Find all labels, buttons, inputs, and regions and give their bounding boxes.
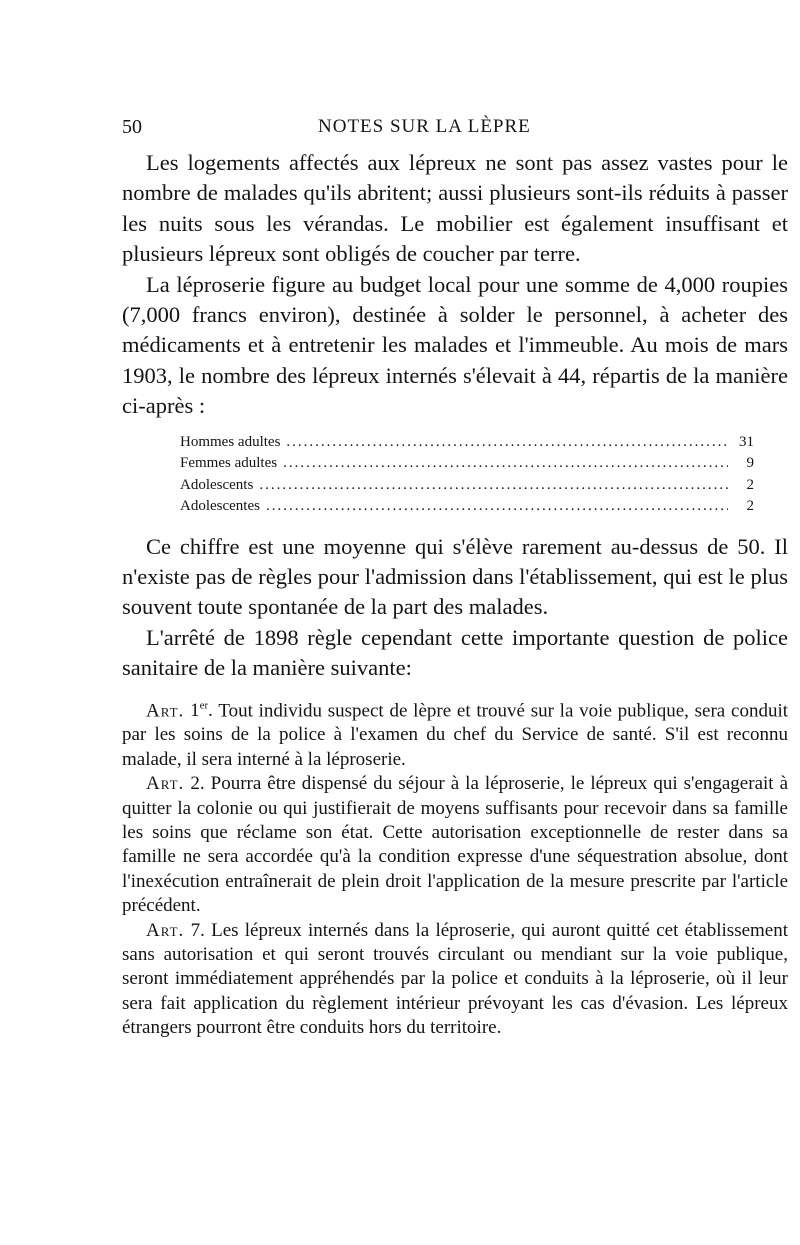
article-text: Les lépreux internés dans la léproserie, qui auront quitté cet établissement sans autorisation et qui seront trouvés circulant ou mendiant sur la voie publique, seront immédiatement appréhendés par la police et conduits à la léproserie, où il leur sera fait application du règlement intérieur prévoyant les cas d'évasion. Les lépreux étrangers pourront être conduits hors du territoire. — [122, 919, 789, 1039]
article-number-value: 2 — [190, 773, 200, 795]
list-item-label: Hommes adultes — [180, 433, 281, 450]
article-text: Tout individu suspect de lèpre et trouvé sur la voie publique, sera conduit par les soins de la police à l'examen du chef du Service de santé. S'il est reconnu malade, il sera interné à la léproserie. — [122, 700, 789, 770]
paragraph: Les logements affectés aux lépreux ne sont pas assez vastes pour le nombre de malades qu'ils abritent; aussi plusieurs sont-ils réduits à passer les nuits sous les vérandas. Le mobilier est également insuffisant et plusieurs lépreux sont obligés de coucher par terre. — [122, 150, 788, 267]
article-number: 2. — [190, 773, 205, 795]
list-item-value: 2 — [746, 498, 754, 515]
paragraph: Ce chiffre est une moyenne qui s'élève rarement au-dessus de 50. Il n'existe pas de règles pour l'admission dans l'établissement, qui est le plus souvent toute spontanée de la part des malades. — [122, 533, 788, 620]
body-text — [122, 148, 788, 1041]
running-head — [122, 116, 788, 144]
dot-leader — [286, 432, 728, 454]
dot-leader — [283, 453, 728, 475]
list-item — [180, 475, 754, 497]
article-number: 1er. — [190, 699, 213, 722]
list-item — [180, 432, 754, 454]
article-lead: Art. — [146, 700, 185, 722]
list-item-label: Adolescents — [180, 476, 254, 493]
article-number-suffix: er — [199, 699, 209, 712]
patient-count-list — [180, 432, 754, 518]
list-item-label: Femmes adultes — [180, 455, 278, 472]
article-number-value: 1 — [190, 700, 200, 722]
paragraph: L'arrêté de 1898 règle cependant cette importante question de police sanitaire de la manière suivante: — [122, 624, 788, 681]
article — [122, 772, 788, 918]
list-item-label: Adolescentes — [180, 498, 260, 515]
article — [122, 694, 788, 773]
article-number: 7. — [190, 919, 205, 941]
page-number: 50 — [122, 116, 142, 138]
dot-leader — [266, 496, 728, 518]
list-item-value: 9 — [746, 455, 754, 472]
article-lead: Art. — [146, 919, 185, 941]
article-number-value: 7 — [190, 919, 201, 941]
list-item — [180, 496, 754, 518]
article-text: Pourra être dispensé du séjour à la léproserie, le lépreux qui s'engagerait à quitter la colonie ou qui justifierait de moyens suffisants pour recevoir dans sa famille les soins que réclame son état. Cette autorisation exceptionnelle de rester dans sa famille ne sera accordée qu'à la condition expresse d'une séquestration absolue, dont l'inexécution entraînerait de plein droit l'application de la mesure prescrite par l'article précédent. — [122, 773, 789, 917]
decree-articles — [122, 694, 788, 1041]
article-lead: Art. — [146, 773, 185, 795]
list-item-value: 2 — [746, 476, 754, 493]
paragraph: La léproserie figure au budget local pour une somme de 4,000 roupies (7,000 francs environ), destinée à solder le personnel, à acheter des médicaments et à entretenir les malades et l'immeuble. Au mois de mars 1903, le nombre des lépreux internés s'élevait à 44, répartis de la manière ci-après : — [122, 271, 788, 419]
list-item-value: 31 — [739, 433, 754, 450]
article — [122, 919, 788, 1041]
dot-leader — [259, 475, 728, 497]
list-item — [180, 453, 754, 475]
running-title: NOTES SUR LA LÈPRE — [318, 116, 531, 137]
